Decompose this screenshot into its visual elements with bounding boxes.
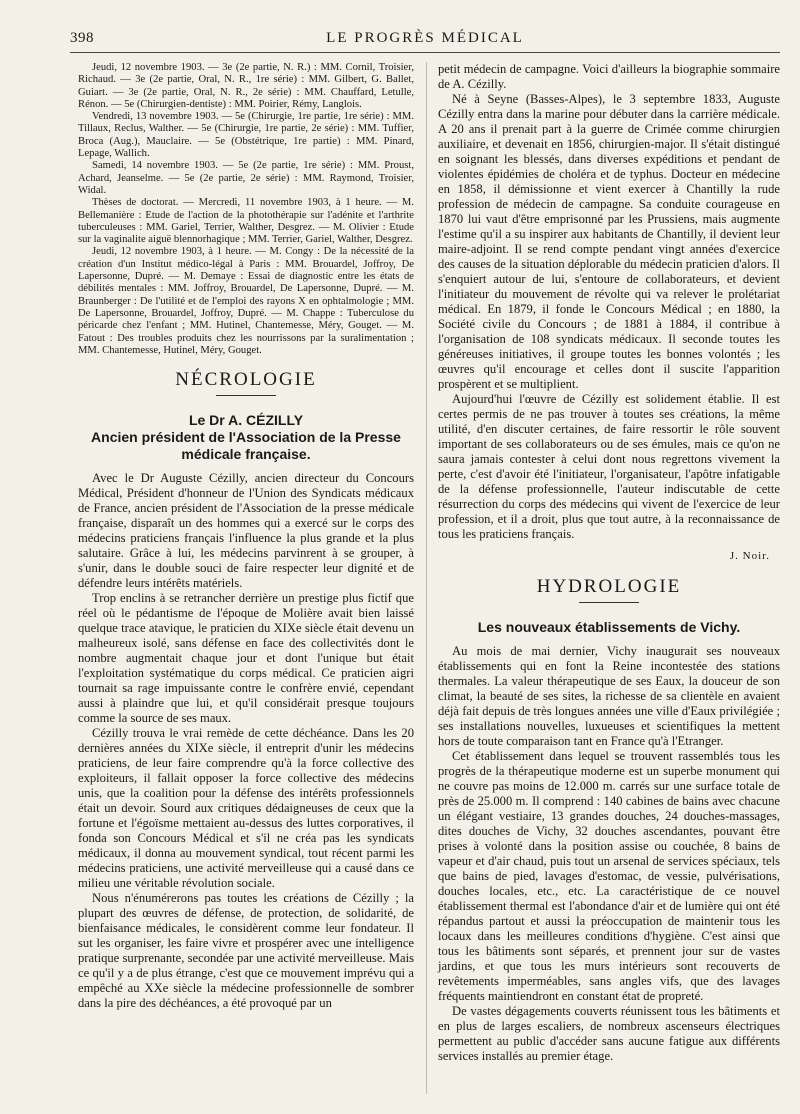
exam-schedule-thursday: Jeudi, 12 novembre 1903. — 3e (2e partie, N. R.) : MM. Cornil, Troisier, Richaud. — 3e (2e partie, Oral, N. R., 1re série) : MM. Gilbert, G. Ballet, Guiart. — 3e (2e partie, Oral, N. R., 2e série) : MM. Chauffard, Letulle, Rénon. — 5e (Chirurgien-dentiste) : MM. Poirier, Rémy, Langlois. <box>78 62 414 110</box>
paragraph: Né à Seyne (Basses-Alpes), le 3 septembre 1833, Auguste Cézilly entra dans la marine pour débuter dans la carrière médicale. A 20 ans il prenait part à la guerre de Crimée comme chirurgien auxiliaire, et devenait en 1856, chirurgien-major. Il s'était distingué en soignant les blessés, dans diverses expéditions et pendant de violentes épidémies de choléra et de typhus. Docteur en médecine en 1858, il démissionne et vient exercer à Chantilly la rude profession de médecin de campagne. Sa conduite courageuse en 1870 lui vaut d'être emprisonné par les Prussiens, mais augmente l'estime qu'il a su inspirer aux habitants de Chantilly, il devient leur maire-adjoint. Il se rend compte pendant vingt années d'exercice des causes de la situation déplorable du médecin praticien d'alors. Il s'enquiert autour de lui, s'entoure de collaborateurs, et devient l'initiateur du mouvement de révolte qui va relever le prolétariat médical. En 1879, il fonde le Concours Médical ; en 1880, la Société civile du Concours ; de 1881 à 1884, il contribue à l'organisation de 108 syndicats médicaux. Il seconde toutes les généreuses initiatives, il groupe toutes les bonnes volontés ; les œuvres qu'il encourage et celles dont il suscite l'apparition prospèrent et se multiplient. <box>438 92 780 391</box>
paragraph: Au mois de mai dernier, Vichy inaugurait ses nouveaux établissements qui en font la Reine incontestée des stations thermales. La valeur thérapeutique de ses Eaux, la douceur de son climat, la beauté de ses sites, la richesse de sa clientèle en avaient déjà fait depuis de très longues années une ville d'Eaux privilégiée ; ses installations nouvelles, luxueuses et scientifiques la mettent hors de toute comparaison tant en France qu'à l'Etranger. <box>438 644 780 748</box>
paragraph: Avec le Dr Auguste Cézilly, ancien directeur du Concours Médical, Président d'honneur de l'Union des Syndicats médicaux de France, ancien président de l'Association de la presse médicale française, disparaît un des hommes qui a exercé sur le corps des médecins praticiens français l'influence la plus grande et la plus salutaire. Grâce à lui, les médecins parvinrent à se grouper, à s'unir, dans le double souci de faire respecter leur dignité et de défendre leurs intérêts matériels. <box>78 471 414 591</box>
paragraph: Nous n'énumérerons pas toutes les créations de Cézilly ; la plupart des œuvres de défense, de protection, de solidarité, de bienfaisance médicales, le considèrent comme leur fondateur. Il sut les organiser, les faire vivre et prospérer avec une intelligence pratique surprenante, secondée par une activité merveilleuse. Mais ce qu'il y a de plus étrange, c'est que ce mouvement imprévu qui a empêché au XXe siècle la médecine professionnelle de sombrer dans la pire des déchéances, a été provoqué par un <box>78 891 414 1011</box>
article-title-cezilly: Le Dr A. CÉZILLY <box>188 412 304 429</box>
journal-title: LE PROGRÈS MÉDICAL <box>326 30 524 46</box>
paragraph: Aujourd'hui l'œuvre de Cézilly est solidement établie. Il est certes permis de ne pas trouver à toutes ses créations, la même utilité, d'en discuter certaines, de faire ressortir le rôle souvent important de ses collaborateurs ou de ses émules, mais ce qu'on ne saura jamais contester à celui dont nous regrettons vivement la perte, c'est d'avoir été l'initiateur, l'organisateur, l'apôtre infatigable de la défense professionnelle, l'auteur indiscutable de cette résurrection du corps des médecins qui vivent de l'exercice de leur profession, et il a droit, plus que tout autre, à la reconnaissance de tous les praticiens français. <box>438 392 780 541</box>
paragraph: Trop enclins à se retrancher derrière un prestige plus fictif que réel où le pédantisme de l'époque de Molière avait bien laissé quelque trace atavique, le praticien du XIXe siècle était devenu un malheureux isolé, sans défense en face des collectivités dont le nombre augmentait chaque jour et dont l'unique but était l'exploitation systématique du corps médical. Ce praticien aigri tournait sa rage impuissante contre le confrère envié, cependant aussi à plaindre que lui, et qu'il considérait presque toujours comme la source de ses maux. <box>78 591 414 726</box>
left-column <box>78 62 414 1011</box>
section-title-hydrologie: HYDROLOGIE <box>536 576 682 597</box>
section-title-necrologie: NÉCROLOGIE <box>175 369 317 391</box>
article-title-vichy: Les nouveaux établissements de Vichy. <box>477 619 741 635</box>
column-separator <box>426 62 427 1094</box>
author-signature: J. Noir. <box>729 550 770 562</box>
paragraph: De vastes dégagements couverts réunissent tous les bâtiments et en plus de larges escaliers, de nombreux ascenseurs électriques permettent au public d'accéder sans aucune fatigue aux différents services installés au premier étage. <box>438 1004 780 1063</box>
paragraph: petit médecin de campagne. Voici d'ailleurs la biographie sommaire de A. Cézilly. <box>438 62 780 91</box>
paragraph: Cet établissement dans lequel se trouvent rassemblés tous les progrès de la thérapeutique moderne est un superbe monument qui ne couvre pas moins de 12.000 m. carrés sur une surface totale de près de 25.000 m. Il comprend : 140 cabines de bains avec chacune un élégant vestiaire, 13 grandes douches, 24 douches-massages, dites douches de Vichy, 32 douches ascendantes, pouvant être prises à volonté dans la position assise ou couchée, 8 bains de vapeur et d'air chaud, puis tout un arsenal de services spéciaux, tels que bains de pied, lavages d'estomac, de vessie, pulvérisations, douches locales, etc., etc. La caractéristique de ce nouvel établissement thermal est l'abondance d'air et de lumière qui ont été répandus partout et aussi la préoccupation de maintenir tous les locaux dans les meilleures conditions d'hygiène. C'est ainsi que tous les bâtiments sont séparés, et prennent jour sur de vastes jardins, et que tous les murs intérieurs sont recouverts de revêtements imperméables, sans angles vifs, que des lavages fréquents maintiendront en constant état de propreté. <box>438 749 780 1003</box>
theses-thursday: Jeudi, 12 novembre 1903, à 1 heure. — M. Congy : De la nécessité de la création d'un Institut médico-légal à Paris : MM. Brouardel, Joffroy, De Lapersonne, Dupré. — M. Demaye : Essai de diagnostic entre les états de débilités mentales : MM. Joffroy, Brouardel, De Lapersonne, Dupré. — M. Braunberger : De l'utilité et de l'emploi des rayons X en ophtalmologie ; MM. De Lapersonne, Brouardel, Joffroy, Dupré. — M. Chappe : Tuberculose du péricarde chez l'enfant ; MM. Hutinel, Chantemesse, Méry, Gouget. — M. Fatout : Des troubles produits chez les nourrissons par la suralimentation ; MM. Chantemesse, Hutinel, Méry, Gouget. <box>78 246 414 356</box>
paragraph: Cézilly trouva le vrai remède de cette déchéance. Dans les 20 dernières années du XIXe siècle, il entreprit d'unir les médecins praticiens, de leur faire comprendre qu'à la force collective des exploiteurs, il fallait opposer la force collective des médecins unis, que la coalition pour la défense des intérêts professionnels était un devoir. Sourd aux critiques dédaigneuses de ceux que la fortune et l'égoïsme mettaient au-dessus des luttes corporatives, il fonda son Concours Médical et s'il ne créa pas les syndicats médicaux, il donna au mouvement syndical, tout récent parmi les médecins praticiens, une activité merveilleuse qui a causé dans ce milieu une véritable révolution sociale. <box>78 726 414 891</box>
page-number: 398 <box>70 30 94 46</box>
exam-schedule-friday: Vendredi, 13 novembre 1903. — 5e (Chirurgie, 1re partie, 1re série) : MM. Tillaux, Reclus, Walther. — 5e (Chirurgie, 1re partie, 2e série) : MM. Tuffier, Broca (Aug.), Mauclaire. — 5e (Obstétrique, 1re partie) : MM. Pinard, Lepage, Wallich. <box>78 111 414 160</box>
article-subtitle-cezilly: Ancien président de l'Association de la Presse médicale française. <box>91 429 401 463</box>
running-header <box>70 30 780 50</box>
theses-wednesday: Thèses de doctorat. — Mercredi, 11 novembre 1903, à 1 heure. — M. Bellemanière : Etude de l'action de la photothérapie sur l'adénite et l'arthrite tuberculeuses : MM. Gariel, Terrier, Walther, Desgrez. — M. Olivier : Etude sur la vaginalite aiguë blennorhagique ; MM. Terrier, Gariel, Walther, Desgrez. <box>78 197 414 246</box>
right-column <box>438 62 780 1064</box>
header-rule <box>70 52 780 53</box>
section-rule <box>216 395 276 396</box>
exam-schedule-saturday: Samedi, 14 novembre 1903. — 5e (2e partie, 1re série) : MM. Proust, Achard, Jeanselme. — 5e (2e partie, 2e série) : MM. Raymond, Troisier, Widal. <box>78 160 414 196</box>
section-rule <box>579 602 639 603</box>
